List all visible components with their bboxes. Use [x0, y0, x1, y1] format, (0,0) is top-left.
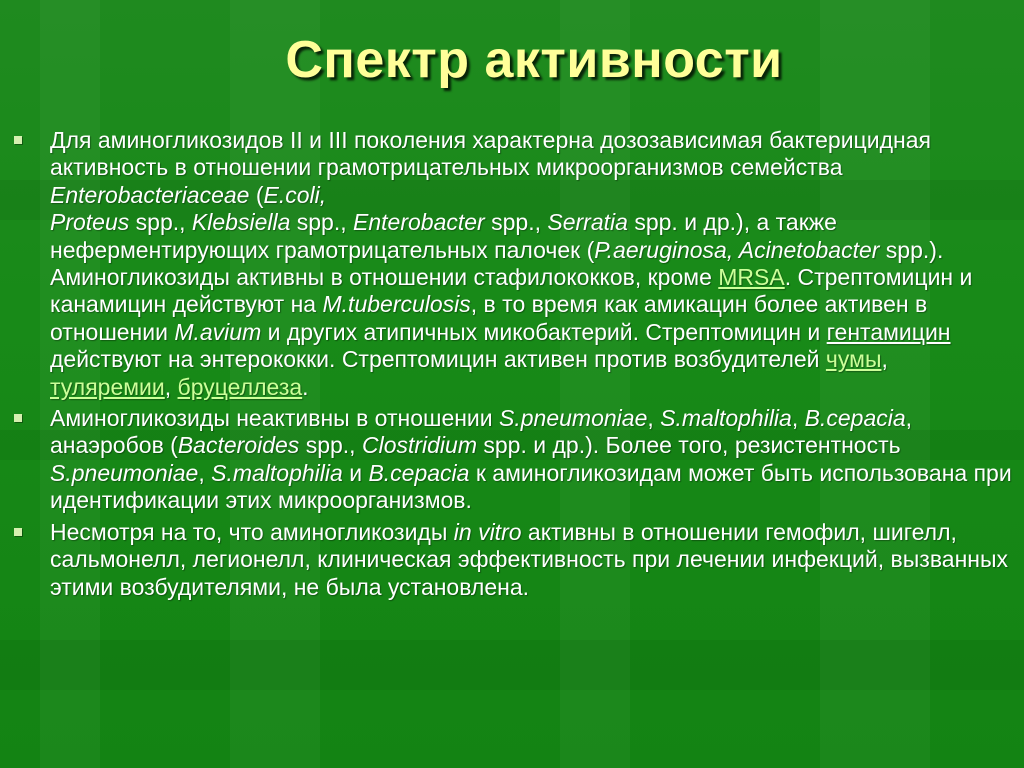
text-run: spp.). Аминогликозиды активны в отношении стафилококков, кроме [50, 236, 944, 291]
hyperlink[interactable]: туляремии [50, 373, 165, 400]
bullet-text [50, 405, 1012, 515]
text-run: , анаэробов ( [50, 405, 913, 459]
text-run: , в то время как амикацин более активен в отношении [50, 291, 928, 345]
text-run: к аминогликозидам может быть использована при идентификации этих микроорганизмов. [50, 459, 1012, 514]
bullet-item [12, 405, 1012, 515]
bullet-text [50, 519, 1012, 601]
square-bullet-icon [14, 414, 22, 422]
text-run: и других атипичных микобактерий. Стрептомицин и [261, 318, 827, 345]
italic-term: in vitro [453, 518, 522, 545]
bullet-list [12, 127, 1012, 605]
text-run: , [881, 346, 888, 373]
square-bullet-icon [14, 528, 22, 536]
square-bullet-icon [14, 136, 22, 144]
italic-term: Clostridium [361, 432, 477, 459]
text-run: , [164, 373, 178, 400]
text-run: spp., [290, 209, 354, 236]
text-run: , [791, 405, 805, 432]
text-run: действуют на энтерококки. Стрептомицин активен против возбудителей [50, 346, 826, 373]
italic-term: S.pneumoniae [50, 459, 199, 486]
italic-term: B.cepacia [804, 405, 906, 432]
bullet-item [12, 127, 1012, 401]
italic-term: S.pneumoniae [499, 405, 648, 432]
italic-term: S.maltophilia [211, 459, 343, 486]
text-run: Для аминогликозидов II и III поколения характерна дозозависимая бактерицидная активность в отношении грамотрицательных микроорганизмов семейства [50, 127, 931, 181]
text-run: ( [249, 181, 264, 208]
italic-term: Klebsiella [191, 209, 291, 236]
italic-term: Enterobacteriaceae [50, 181, 250, 208]
text-run: Несмотря на то, что аминогликозиды [50, 518, 454, 545]
text-run: spp. и др.), а также неферментирующих грамотрицательных палочек ( [50, 209, 837, 263]
text-run: , [647, 405, 661, 432]
text-run: Аминогликозиды неактивны в отношении [50, 405, 500, 432]
text-run: spp., [129, 209, 192, 236]
italic-term: P.aeruginosa, Acinetobacter [594, 236, 880, 263]
text-run: , [198, 459, 212, 486]
hyperlink[interactable]: MRSA [718, 264, 785, 291]
italic-term: M.avium [174, 318, 262, 345]
text-run: и [342, 459, 369, 486]
text-run: . [302, 373, 309, 400]
underlined-term[interactable]: гентамицин [826, 318, 951, 345]
bullet-item [12, 519, 1012, 601]
text-run: . Стрептомицин и канамицин действуют на [50, 264, 973, 318]
text-run: активны в отношении гемофил, шигелл, сальмонелл, легионелл, клиническая эффективность при лечении инфекций, вызванных этими возбудителями, не была установлена. [50, 518, 1009, 600]
italic-term: E.coli, [263, 181, 327, 208]
text-run: spp. и др.). Более того, резистентность [477, 432, 901, 459]
bullet-text [50, 127, 1012, 401]
italic-term: Bacteroides [177, 432, 300, 459]
italic-term: B.cepacia [368, 459, 470, 486]
text-run: spp., [299, 432, 362, 459]
italic-term: Proteus [50, 209, 130, 236]
text-run: spp., [484, 209, 548, 236]
hyperlink[interactable]: чумы [825, 346, 882, 373]
italic-term: Enterobacter [353, 209, 485, 236]
slide-title: Спектр активности [285, 31, 783, 89]
italic-term: S.maltophilia [660, 405, 792, 432]
italic-term: M.tuberculosis [322, 291, 471, 318]
italic-term: Serratia [547, 209, 628, 236]
hyperlink[interactable]: бруцеллеза [177, 373, 303, 400]
